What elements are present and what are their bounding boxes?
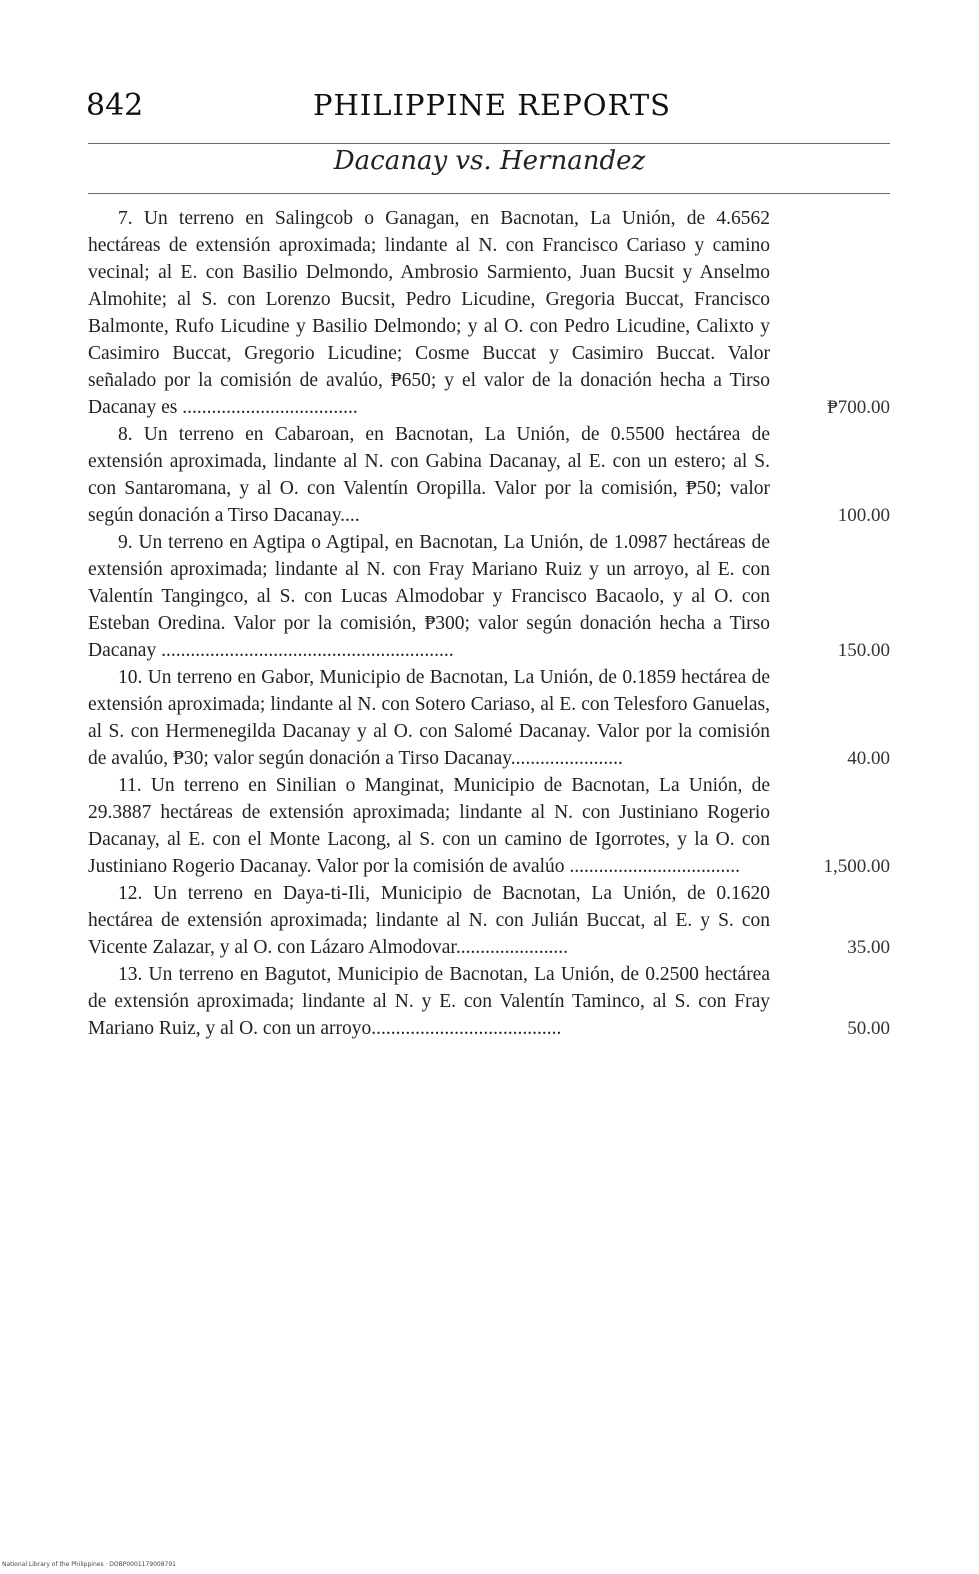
list-item: [88, 529, 890, 664]
footer-tag: National Library of the Philippines · DOBP0001179008791: [2, 1561, 176, 1568]
entry-text: 7. Un terreno en Salingcob o Ganagan, en Bacnotan, La Unión, de 4.6562 hectáreas de extensión aproximada; lindante al N. con Francisco Cariaso y camino vecinal; al E. con Basilio Delmondo, Ambrosio Sarmiento, Juan Bucsit y Anselmo Almohite; al S. con Lorenzo Bucsit, Pedro Licudine, Gregoria Buccat, Francisco Balmonte, Rufo Licudine y Basilio Delmondo; y al O. con Pedro Licudine, Calixto y Casimiro Buccat, Gregorio Licudine; Cosme Buccat y Casimiro Buccat. Valor señalado por la comisión de avalúo, ₱650; y el valor de la donación hecha a Tirso Dacanay es ....................................: [88, 208, 770, 418]
header-rule-bottom: [88, 193, 890, 194]
entry-text: 8. Un terreno en Cabaroan, en Bacnotan, La Unión, de 0.5500 hectárea de extensión aproximada, lindante al N. con Gabina Dacanay, al E. con un estero; al S. con Santaromana, y al O. con Valentín Oropilla. Valor por la comisión, ₱50; valor según donación a Tirso Dacanay....: [88, 424, 770, 526]
list-item: [88, 772, 890, 880]
page-number: 842: [86, 88, 144, 123]
entry-amount: 40.00: [847, 748, 890, 769]
entry-amount: ₱700.00: [827, 397, 890, 418]
list-item: [88, 880, 890, 961]
entry-amount: 1,500.00: [823, 856, 890, 877]
list-item: [88, 961, 890, 1042]
running-head: PHILIPPINE REPORTS: [313, 88, 672, 122]
property-list: [88, 205, 890, 1042]
list-item: [88, 205, 890, 421]
entry-amount: 100.00: [837, 505, 890, 526]
case-title: Dacanay vs. Hernandez: [333, 146, 646, 176]
entry-amount: 150.00: [837, 640, 890, 661]
entry-amount: 35.00: [847, 937, 890, 958]
list-item: [88, 421, 890, 529]
entry-text: 12. Un terreno en Daya-ti-Ili, Municipio de Bacnotan, La Unión, de 0.1620 hectárea de extensión aproximada; lindante al N. con Julián Buccat, al E. y S. con Vicente Zalazar, y al O. con Lázaro Almodovar.......................: [88, 883, 770, 958]
entry-amount: 50.00: [847, 1018, 890, 1039]
header-rule-top: [88, 143, 890, 144]
entry-text: 10. Un terreno en Gabor, Municipio de Bacnotan, La Unión, de 0.1859 hectárea de extensión aproximada; lindante al N. con Sotero Cariaso, al E. con Telesforo Ganuelas, al S. con Hermenegilda Dacanay y al O. con Salomé Dacanay. Valor por la comisión de avalúo, ₱30; valor según donación a Tirso Dacanay.......................: [88, 667, 770, 769]
entry-text: 13. Un terreno en Bagutot, Municipio de Bacnotan, La Unión, de 0.2500 hectárea de extensión aproximada; lindante al N. y E. con Valentín Taminco, al S. con Fray Mariano Ruiz, y al O. con un arroyo.......................................: [88, 964, 770, 1039]
entry-text: 9. Un terreno en Agtipa o Agtipal, en Bacnotan, La Unión, de 1.0987 hectáreas de extensión aproximada; lindante al N. con Fray Mariano Ruiz y un arroyo, al E. con Valentín Tangingco, al S. con Lucas Almodobar y Francisco Bacaolo, y al O. con Esteban Oredina. Valor por la comisión, ₱300; valor según donación hecha a Tirso Dacanay ............................................................: [88, 532, 770, 661]
entry-text: 11. Un terreno en Sinilian o Manginat, Municipio de Bacnotan, La Unión, de 29.3887 hectáreas de extensión aproximada; lindante al N. con Justiniano Rogerio Dacanay, al E. con el Monte Lacong, al S. con un camino de Igorrotes, y la O. con Justiniano Rogerio Dacanay. Valor por la comisión de avalúo ...................................: [88, 775, 770, 877]
list-item: [88, 664, 890, 772]
